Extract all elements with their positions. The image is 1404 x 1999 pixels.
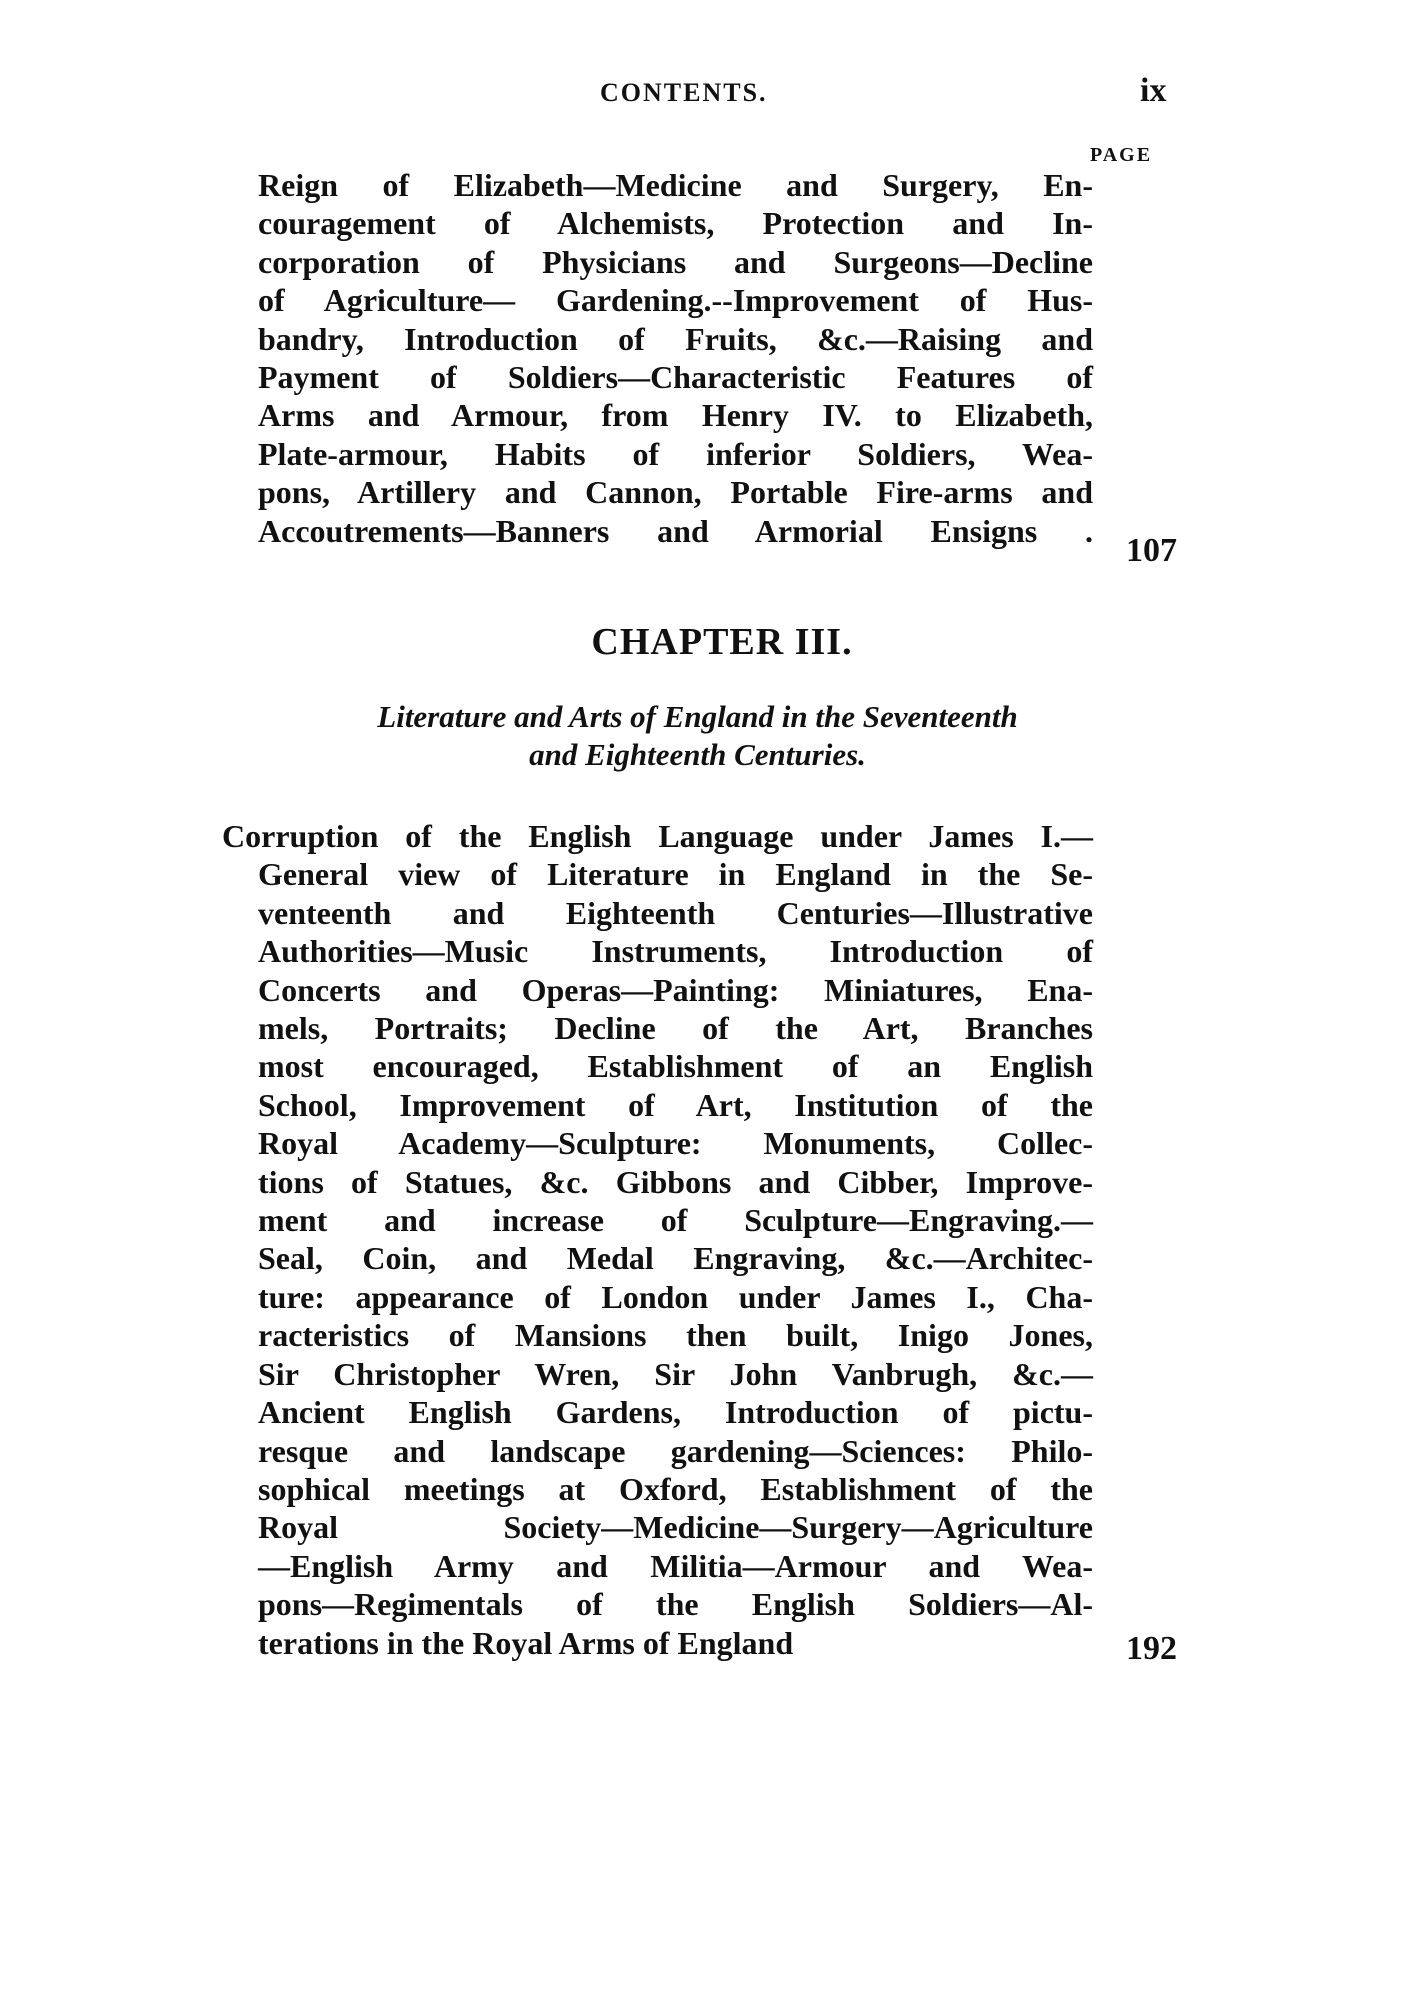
entry-line: corporation of Physicians and Surgeons—Decline <box>258 243 1093 280</box>
entry-line: Reign of Elizabeth—Medicine and Surgery, En- <box>258 167 1093 203</box>
contents-entry-chapter-2-section <box>258 166 1093 550</box>
entry-line: couragement of Alchemists, Protection and In- <box>258 205 1093 242</box>
entry-line: Plate-armour, Habits of inferior Soldiers, Wea- <box>258 435 1093 472</box>
entry-line: ment and increase of Sculpture—Engraving.— <box>258 1202 1093 1239</box>
page-column-label: PAGE <box>1090 144 1153 166</box>
entry-line: ture: appearance of London under James I., Cha- <box>258 1278 1093 1315</box>
entry-line: School, Improvement of Art, Institution of the <box>258 1086 1093 1123</box>
entry-line: terations in the Royal Arms of England <box>258 1624 794 1661</box>
page-number: ix <box>1140 72 1167 109</box>
entry-line: sophical meetings at Oxford, Establishment of the <box>258 1470 1093 1507</box>
running-head: CONTENTS. <box>600 78 768 107</box>
entry-line: Accoutrements—Banners and Armorial Ensigns . <box>258 512 1093 549</box>
entry-line: mels, Portraits; Decline of the Art, Branches <box>258 1010 1093 1047</box>
entry-line: most encouraged, Establishment of an English <box>258 1048 1093 1085</box>
entry-line: pons, Artillery and Cannon, Portable Fire-arms and <box>258 474 1093 511</box>
entry-line: of Agriculture— Gardening.--Improvement of Hus- <box>258 282 1093 319</box>
entry-page-number: 107 <box>1126 532 1177 569</box>
entry-line: Royal Academy—Sculpture: Monuments, Collec- <box>258 1125 1093 1162</box>
entry-line: Sir Christopher Wren, Sir John Vanbrugh, &c.— <box>258 1355 1093 1392</box>
entry-line: General view of Literature in England in the Se- <box>258 856 1093 893</box>
entry-line: pons—Regimentals of the English Soldiers—Al- <box>258 1586 1093 1623</box>
chapter-subtitle-line: and Eighteenth Centuries. <box>529 737 866 772</box>
entry-line: racteristics of Mansions then built, Inigo Jones, <box>258 1317 1093 1354</box>
entry-line: Royal Society—Medicine—Surgery—Agriculture <box>258 1509 1093 1546</box>
entry-line: Authorities—Music Instruments, Introduction of <box>258 933 1093 970</box>
entry-line: tions of Statues, &c. Gibbons and Cibber, Improve- <box>258 1163 1093 1200</box>
entry-line: Seal, Coin, and Medal Engraving, &c.—Architec- <box>258 1240 1093 1277</box>
entry-line: Arms and Armour, from Henry IV. to Elizabeth, <box>258 397 1093 434</box>
entry-line: Corruption of the English Language under James I.— <box>222 818 1093 854</box>
chapter-heading: CHAPTER III. <box>591 621 853 663</box>
entry-page-number: 192 <box>1126 1630 1177 1667</box>
entry-line: —English Army and Militia—Armour and Wea- <box>258 1547 1093 1584</box>
chapter-subtitle-line: Literature and Arts of England in the Seventeenth <box>377 699 1018 734</box>
entry-line: Concerts and Operas—Painting: Miniatures, Ena- <box>258 971 1093 1008</box>
chapter-subtitle <box>290 698 1105 774</box>
entry-line: Payment of Soldiers—Characteristic Features of <box>258 359 1093 396</box>
entry-line: Ancient English Gardens, Introduction of pictu- <box>258 1394 1093 1431</box>
entry-line: bandry, Introduction of Fruits, &c.—Raising and <box>258 320 1093 357</box>
entry-line: venteenth and Eighteenth Centuries—Illustrative <box>258 894 1093 931</box>
contents-entry-chapter-3 <box>222 817 1093 1662</box>
entry-line: resque and landscape gardening—Sciences: Philo- <box>258 1432 1093 1469</box>
